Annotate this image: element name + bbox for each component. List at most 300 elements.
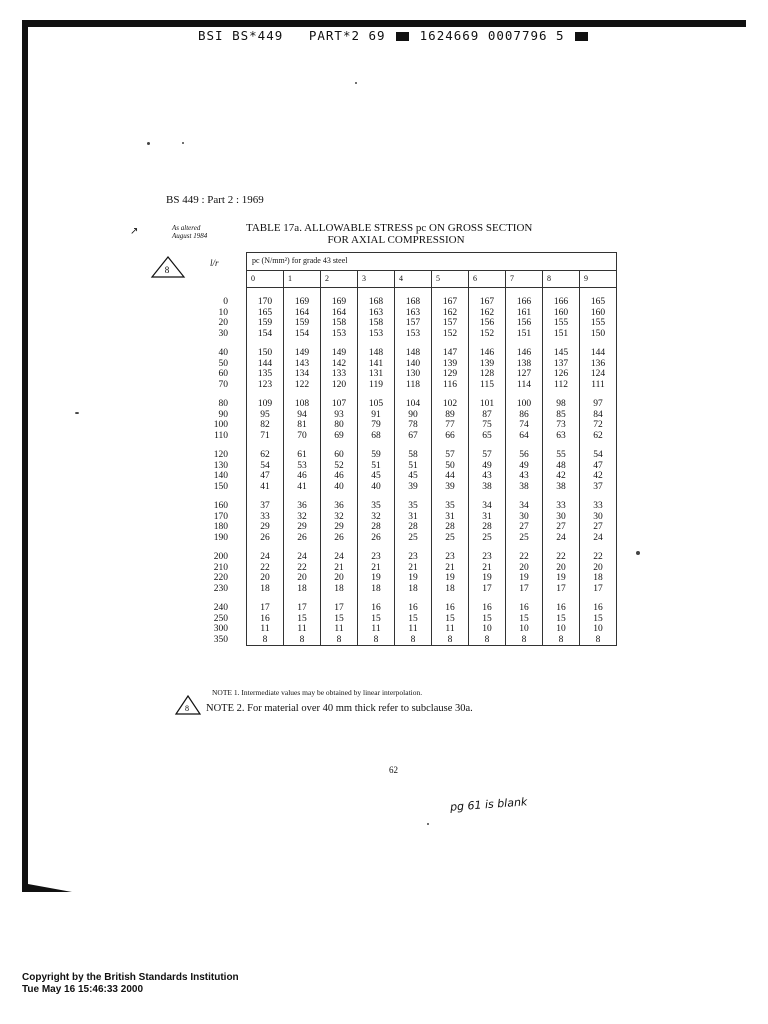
stress-value-cell: 17	[580, 584, 617, 595]
stress-value-cell: 81	[284, 420, 321, 431]
stress-value-cell: 167	[469, 297, 506, 308]
stress-value-cell: 25	[395, 533, 432, 544]
stress-value-cell: 59	[358, 450, 395, 461]
stress-value-cell: 57	[469, 450, 506, 461]
table-row	[200, 369, 617, 380]
stress-value-cell: 109	[247, 399, 284, 410]
group-spacer	[200, 594, 617, 603]
stress-value-cell: 15	[469, 614, 506, 625]
stress-value-cell: 10	[469, 624, 506, 635]
scan-speck	[147, 142, 150, 145]
stress-value-cell: 164	[321, 308, 358, 319]
stress-value-cell: 45	[358, 471, 395, 482]
stress-value-cell: 127	[506, 369, 543, 380]
stress-value-cell: 28	[395, 522, 432, 533]
stress-value-cell: 48	[543, 461, 580, 472]
slenderness-ratio-cell: 110	[214, 430, 228, 441]
column-header: 9	[580, 271, 617, 288]
table-title	[246, 222, 576, 246]
stress-value-cell: 38	[543, 482, 580, 493]
stress-value-cell: 47	[580, 461, 617, 472]
stress-value-cell: 32	[284, 512, 321, 523]
stress-value-cell: 8	[506, 635, 543, 646]
stress-value-cell: 17	[543, 584, 580, 595]
scan-border-left	[22, 20, 28, 892]
stress-value-cell: 170	[247, 297, 284, 308]
slenderness-ratio-cell: 210	[213, 562, 228, 573]
stress-value-cell: 118	[395, 380, 432, 391]
stress-value-cell: 49	[506, 461, 543, 472]
stress-value-cell: 8	[469, 635, 506, 646]
margin-tick-mark: ↗	[130, 226, 139, 237]
group-spacer	[200, 288, 617, 298]
stress-value-cell: 55	[543, 450, 580, 461]
stress-value-cell: 15	[580, 614, 617, 625]
table-row	[200, 450, 617, 461]
stress-value-cell: 20	[580, 563, 617, 574]
stress-value-cell: 144	[247, 359, 284, 370]
stress-value-cell: 28	[358, 522, 395, 533]
stress-value-cell: 91	[358, 410, 395, 421]
scan-speck	[75, 412, 79, 414]
header-code-part-3: 1624669 0007796 5	[419, 28, 565, 43]
stress-value-cell: 151	[506, 329, 543, 340]
stress-value-cell: 18	[321, 584, 358, 595]
stress-value-cell: 23	[469, 552, 506, 563]
stress-value-cell: 41	[284, 482, 321, 493]
slenderness-ratio-label: l/r	[210, 258, 219, 268]
stress-value-cell: 54	[247, 461, 284, 472]
copyright-text: Copyright by the British Standards Institution	[22, 972, 239, 983]
stress-value-cell: 17	[247, 603, 284, 614]
stress-value-cell: 17	[321, 603, 358, 614]
stress-value-cell: 169	[284, 297, 321, 308]
table-title-line-1: TABLE 17a. ALLOWABLE STRESS pc ON GROSS SECTION	[246, 222, 533, 234]
stress-value-cell: 16	[469, 603, 506, 614]
stress-value-cell: 29	[321, 522, 358, 533]
stress-value-cell: 15	[432, 614, 469, 625]
stress-value-cell: 165	[580, 297, 617, 308]
table-row	[200, 563, 617, 574]
column-header: 8	[543, 271, 580, 288]
header-code-part-2: PART*2 69	[308, 28, 386, 43]
stress-value-cell: 40	[358, 482, 395, 493]
slenderness-ratio-cell: 90	[218, 409, 228, 420]
stress-value-cell: 22	[247, 563, 284, 574]
stress-value-cell: 26	[321, 533, 358, 544]
stress-value-cell: 20	[247, 573, 284, 584]
stress-value-cell: 157	[395, 318, 432, 329]
document-header-code	[198, 28, 598, 43]
stress-value-cell: 18	[395, 584, 432, 595]
stress-value-cell: 10	[543, 624, 580, 635]
stress-value-cell: 133	[321, 369, 358, 380]
stress-value-cell: 97	[580, 399, 617, 410]
stress-value-cell: 140	[395, 359, 432, 370]
stress-value-cell: 154	[284, 329, 321, 340]
stress-value-cell: 18	[432, 584, 469, 595]
stress-value-cell: 79	[358, 420, 395, 431]
slenderness-ratio-cell: 60	[218, 369, 228, 379]
handwritten-annotation: pg 61 is blank	[449, 795, 528, 814]
stress-value-cell: 68	[358, 431, 395, 442]
stress-value-cell: 64	[506, 431, 543, 442]
stress-value-cell: 36	[321, 501, 358, 512]
amendment-number: 8	[185, 704, 189, 713]
stress-value-cell: 90	[395, 410, 432, 421]
slenderness-ratio-cell: 130	[213, 460, 228, 471]
stress-value-cell: 8	[284, 635, 321, 646]
stress-value-cell: 119	[358, 380, 395, 391]
table-row	[200, 329, 617, 340]
stress-value-cell: 8	[432, 635, 469, 646]
stress-value-cell: 85	[543, 410, 580, 421]
scan-speck	[355, 82, 357, 84]
stress-value-cell: 20	[284, 573, 321, 584]
group-spacer	[200, 543, 617, 552]
table-row	[200, 501, 617, 512]
stress-value-cell: 32	[358, 512, 395, 523]
stress-value-cell: 15	[506, 614, 543, 625]
amendment-triangle-icon	[150, 255, 186, 279]
column-header: 7	[506, 271, 543, 288]
table-row	[200, 635, 617, 646]
stress-value-cell: 46	[284, 471, 321, 482]
column-header: 0	[247, 271, 284, 288]
stress-value-cell: 35	[395, 501, 432, 512]
stress-value-cell: 39	[395, 482, 432, 493]
stress-value-cell: 150	[580, 329, 617, 340]
slenderness-ratio-cell: 160	[213, 501, 228, 511]
stress-value-cell: 19	[469, 573, 506, 584]
table-row	[200, 522, 617, 533]
group-spacer	[200, 390, 617, 399]
stress-value-cell: 157	[432, 318, 469, 329]
stress-value-cell: 152	[469, 329, 506, 340]
stress-value-cell: 16	[543, 603, 580, 614]
stress-value-cell: 62	[580, 431, 617, 442]
stress-value-cell: 108	[284, 399, 321, 410]
note-1: NOTE 1. Intermediate values may be obtained by linear interpolation.	[212, 688, 423, 697]
stress-value-cell: 141	[358, 359, 395, 370]
stress-value-cell: 74	[506, 420, 543, 431]
table-row	[200, 348, 617, 359]
stress-value-cell: 10	[506, 624, 543, 635]
stress-value-cell: 158	[358, 318, 395, 329]
stress-value-cell: 51	[395, 461, 432, 472]
stress-value-cell: 82	[247, 420, 284, 431]
stress-value-cell: 155	[543, 318, 580, 329]
stress-value-cell: 145	[543, 348, 580, 359]
stress-value-cell: 33	[247, 512, 284, 523]
stress-value-cell: 31	[395, 512, 432, 523]
stress-value-cell: 21	[358, 563, 395, 574]
stress-value-cell: 162	[469, 308, 506, 319]
stress-value-cell: 24	[321, 552, 358, 563]
stress-value-cell: 39	[432, 482, 469, 493]
units-header: pc (N/mm²) for grade 43 steel	[247, 253, 617, 271]
stress-value-cell: 72	[580, 420, 617, 431]
stress-value-cell: 26	[247, 533, 284, 544]
stress-value-cell: 57	[432, 450, 469, 461]
amendment-number: 8	[164, 265, 170, 275]
stress-value-cell: 38	[469, 482, 506, 493]
stress-value-cell: 31	[469, 512, 506, 523]
stress-value-cell: 18	[284, 584, 321, 595]
as-altered-label: As altered	[172, 224, 201, 232]
slenderness-ratio-cell: 40	[218, 348, 228, 358]
stress-value-cell: 16	[580, 603, 617, 614]
stress-value-cell: 8	[395, 635, 432, 646]
stress-value-cell: 21	[469, 563, 506, 574]
table-row	[200, 399, 617, 410]
stress-value-cell: 60	[321, 450, 358, 461]
stress-value-cell: 115	[469, 380, 506, 391]
stress-value-cell: 54	[580, 450, 617, 461]
stress-value-cell: 142	[321, 359, 358, 370]
stress-value-cell: 159	[247, 318, 284, 329]
stress-value-cell: 42	[543, 471, 580, 482]
stress-value-cell: 168	[395, 297, 432, 308]
stress-value-cell: 136	[580, 359, 617, 370]
scan-speck	[427, 823, 429, 825]
stress-value-cell: 37	[580, 482, 617, 493]
table-row	[200, 584, 617, 595]
stress-value-cell: 24	[247, 552, 284, 563]
stress-value-cell: 128	[469, 369, 506, 380]
stress-value-cell: 11	[284, 624, 321, 635]
stress-value-cell: 43	[469, 471, 506, 482]
slenderness-ratio-cell: 100	[213, 420, 228, 430]
page-number: 62	[389, 765, 398, 775]
stress-value-cell: 8	[321, 635, 358, 646]
stress-value-cell: 19	[395, 573, 432, 584]
amendment-triangle-icon	[174, 694, 202, 716]
table-row	[200, 410, 617, 421]
stress-value-cell: 70	[284, 431, 321, 442]
stress-value-cell: 168	[358, 297, 395, 308]
stress-value-cell: 43	[506, 471, 543, 482]
stress-value-cell: 30	[543, 512, 580, 523]
stress-value-cell: 138	[506, 359, 543, 370]
stress-value-cell: 112	[543, 380, 580, 391]
stress-value-cell: 146	[506, 348, 543, 359]
slenderness-ratio-cell: 300	[213, 624, 228, 634]
stress-value-cell: 144	[580, 348, 617, 359]
stress-value-cell: 33	[543, 501, 580, 512]
stress-value-cell: 26	[284, 533, 321, 544]
stress-value-cell: 139	[432, 359, 469, 370]
stress-value-cell: 21	[432, 563, 469, 574]
copyright-footer	[22, 972, 239, 996]
stress-value-cell: 101	[469, 399, 506, 410]
stress-value-cell: 129	[432, 369, 469, 380]
allowable-stress-table	[200, 252, 617, 646]
stress-value-cell: 42	[580, 471, 617, 482]
stress-value-cell: 66	[432, 431, 469, 442]
table-row	[200, 308, 617, 319]
stress-value-cell: 63	[543, 431, 580, 442]
stress-value-cell: 149	[284, 348, 321, 359]
stress-value-cell: 159	[284, 318, 321, 329]
table-row	[200, 482, 617, 493]
stress-value-cell: 16	[432, 603, 469, 614]
stress-value-cell: 30	[506, 512, 543, 523]
stress-value-cell: 78	[395, 420, 432, 431]
stress-value-cell: 69	[321, 431, 358, 442]
stress-value-cell: 146	[469, 348, 506, 359]
stress-value-cell: 62	[247, 450, 284, 461]
stress-value-cell: 166	[543, 297, 580, 308]
stress-value-cell: 27	[580, 522, 617, 533]
table-row	[200, 624, 617, 635]
stress-value-cell: 17	[284, 603, 321, 614]
stress-value-cell: 29	[284, 522, 321, 533]
stress-value-cell: 149	[321, 348, 358, 359]
footer-timestamp: Tue May 16 15:46:33 2000	[22, 984, 144, 995]
stress-value-cell: 73	[543, 420, 580, 431]
stress-value-cell: 33	[580, 501, 617, 512]
table-row	[200, 573, 617, 584]
slenderness-ratio-cell: 350	[213, 634, 228, 645]
stress-value-cell: 16	[358, 603, 395, 614]
stress-value-cell: 30	[580, 512, 617, 523]
slenderness-ratio-cell: 180	[213, 522, 228, 532]
stress-value-cell: 130	[395, 369, 432, 380]
stress-value-cell: 120	[321, 380, 358, 391]
stress-value-cell: 15	[358, 614, 395, 625]
stress-value-cell: 71	[247, 431, 284, 442]
stress-value-cell: 11	[432, 624, 469, 635]
table-row	[200, 614, 617, 625]
stress-value-cell: 27	[543, 522, 580, 533]
header-code-part-1: BSI BS*449	[198, 28, 284, 43]
stress-value-cell: 94	[284, 410, 321, 421]
stress-value-cell: 50	[432, 461, 469, 472]
stress-value-cell: 169	[321, 297, 358, 308]
scan-border-top	[22, 20, 746, 27]
table-row	[200, 471, 617, 482]
column-header: 3	[358, 271, 395, 288]
altered-date: August 1984	[172, 232, 208, 240]
stress-value-cell: 166	[506, 297, 543, 308]
stress-value-cell: 56	[506, 450, 543, 461]
stress-value-cell: 24	[543, 533, 580, 544]
document-reference: BS 449 : Part 2 : 1969	[166, 194, 264, 206]
stress-value-cell: 35	[358, 501, 395, 512]
stress-value-cell: 8	[580, 635, 617, 646]
stress-value-cell: 24	[580, 533, 617, 544]
stress-value-cell: 24	[284, 552, 321, 563]
stress-value-cell: 89	[432, 410, 469, 421]
stress-value-cell: 21	[395, 563, 432, 574]
stress-value-cell: 31	[432, 512, 469, 523]
stress-value-cell: 21	[321, 563, 358, 574]
stress-value-cell: 75	[469, 420, 506, 431]
table-row	[200, 318, 617, 329]
stress-value-cell: 15	[395, 614, 432, 625]
stress-value-cell: 22	[506, 552, 543, 563]
stress-value-cell: 84	[580, 410, 617, 421]
redaction-block-icon	[575, 32, 588, 41]
slenderness-ratio-cell: 200	[213, 552, 228, 562]
slenderness-ratio-cell: 250	[213, 613, 228, 624]
stress-value-cell: 156	[506, 318, 543, 329]
stress-value-cell: 135	[247, 369, 284, 380]
stress-value-cell: 139	[469, 359, 506, 370]
slenderness-ratio-cell: 150	[213, 481, 228, 492]
scan-speck	[636, 551, 640, 555]
stress-value-cell: 77	[432, 420, 469, 431]
stress-value-cell: 27	[506, 522, 543, 533]
stress-value-cell: 95	[247, 410, 284, 421]
stress-value-cell: 15	[543, 614, 580, 625]
stress-value-cell: 19	[506, 573, 543, 584]
slenderness-ratio-cell: 10	[218, 307, 228, 318]
note-2: NOTE 2. For material over 40 mm thick refer to subclause 30a.	[206, 703, 473, 714]
column-header: 5	[432, 271, 469, 288]
stress-value-cell: 124	[580, 369, 617, 380]
stress-value-cell: 153	[321, 329, 358, 340]
group-spacer	[200, 492, 617, 501]
slenderness-ratio-cell: 0	[223, 297, 228, 307]
stress-value-cell: 98	[543, 399, 580, 410]
stress-value-cell: 17	[469, 584, 506, 595]
stress-value-cell: 44	[432, 471, 469, 482]
table-title-line-2: FOR AXIAL COMPRESSION	[327, 234, 465, 246]
stress-value-cell: 18	[358, 584, 395, 595]
redaction-block-icon	[396, 32, 409, 41]
stress-value-cell: 11	[247, 624, 284, 635]
stress-value-cell: 35	[432, 501, 469, 512]
stress-value-cell: 8	[358, 635, 395, 646]
stress-value-cell: 19	[543, 573, 580, 584]
stress-value-cell: 40	[321, 482, 358, 493]
stress-value-cell: 143	[284, 359, 321, 370]
table-row	[200, 380, 617, 391]
alteration-note	[172, 224, 207, 240]
stress-value-cell: 49	[469, 461, 506, 472]
table-row	[200, 603, 617, 614]
column-header: 4	[395, 271, 432, 288]
stress-value-cell: 51	[358, 461, 395, 472]
table-row	[200, 297, 617, 308]
stress-value-cell: 8	[543, 635, 580, 646]
stress-value-cell: 47	[247, 471, 284, 482]
stress-value-cell: 87	[469, 410, 506, 421]
stress-value-cell: 158	[321, 318, 358, 329]
stress-value-cell: 22	[580, 552, 617, 563]
stress-value-cell: 126	[543, 369, 580, 380]
stress-value-cell: 46	[321, 471, 358, 482]
stress-value-cell: 41	[247, 482, 284, 493]
stress-value-cell: 22	[543, 552, 580, 563]
stress-value-cell: 154	[247, 329, 284, 340]
slenderness-ratio-cell: 140	[213, 471, 228, 481]
slenderness-ratio-cell: 170	[213, 511, 228, 522]
stress-value-cell: 61	[284, 450, 321, 461]
stress-value-cell: 34	[469, 501, 506, 512]
stress-value-cell: 155	[580, 318, 617, 329]
stress-value-cell: 20	[543, 563, 580, 574]
stress-value-cell: 131	[358, 369, 395, 380]
stress-value-cell: 114	[506, 380, 543, 391]
stress-value-cell: 105	[358, 399, 395, 410]
stress-value-cell: 37	[247, 501, 284, 512]
stress-value-cell: 16	[395, 603, 432, 614]
stress-value-cell: 161	[506, 308, 543, 319]
stress-value-cell: 34	[506, 501, 543, 512]
